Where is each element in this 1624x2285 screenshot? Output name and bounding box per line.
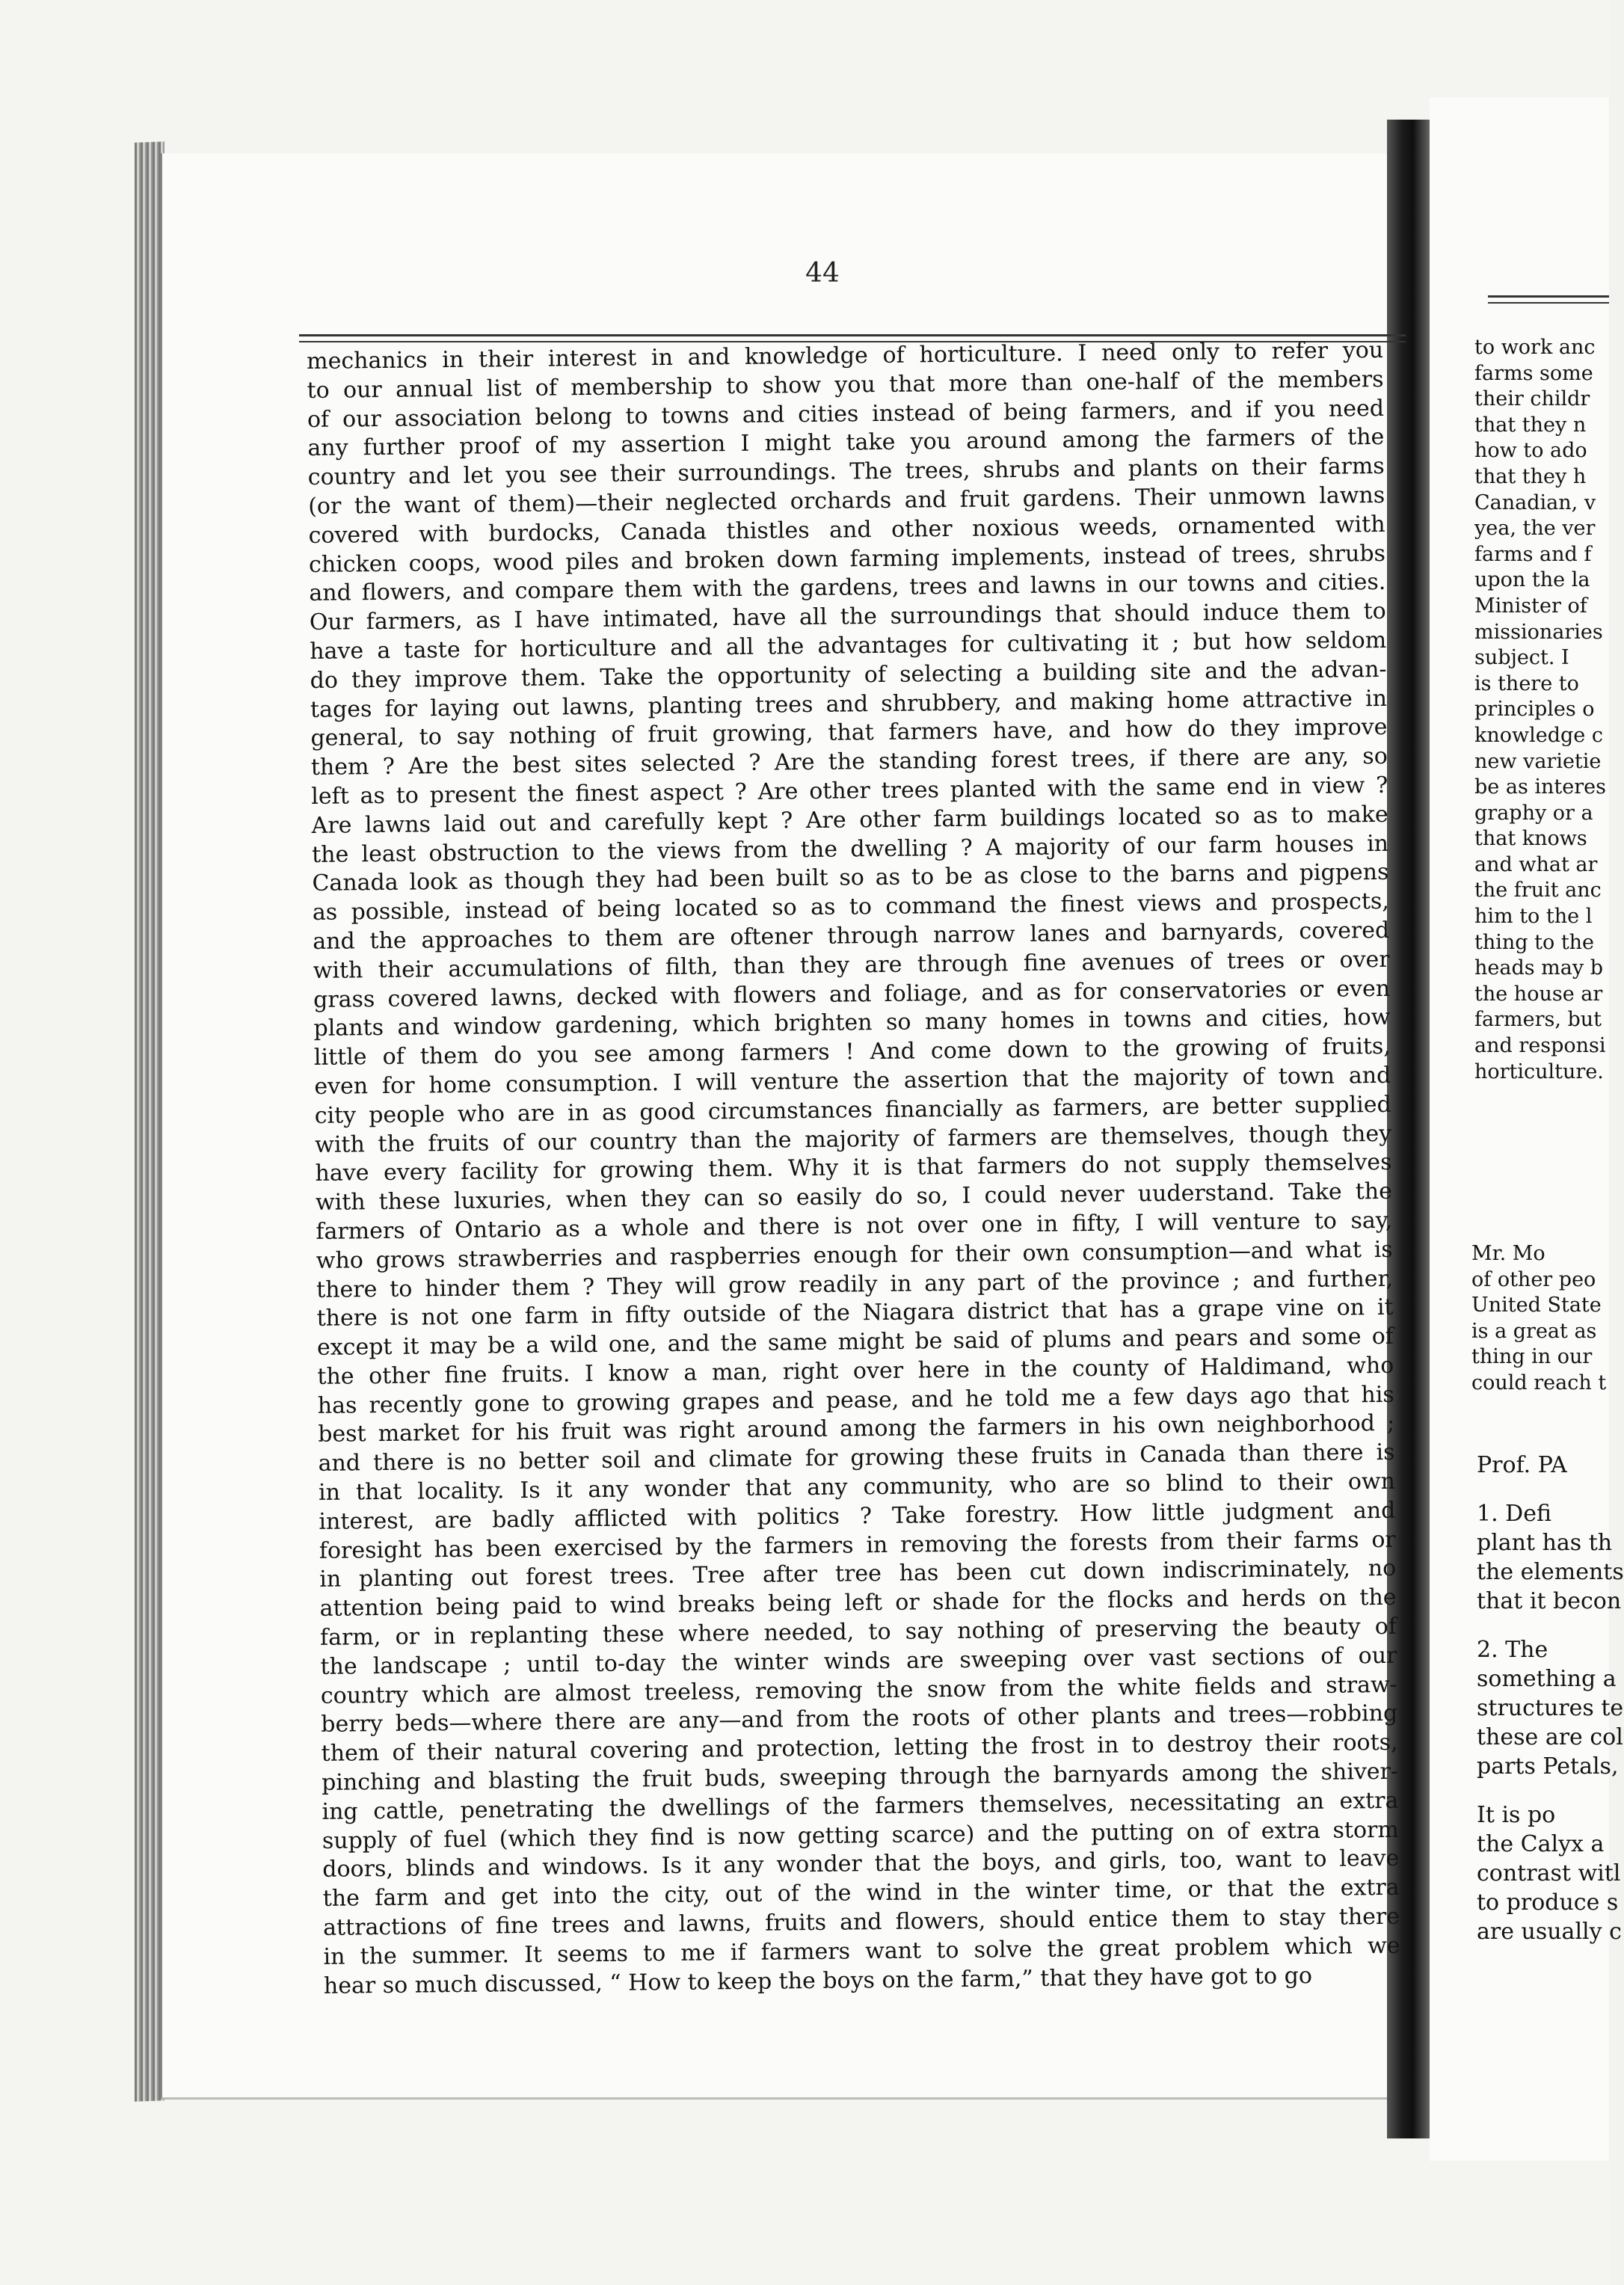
text-line: and what ar: [1474, 852, 1598, 876]
text-line: pinching and blasting the fruit buds, sweeping through the barnyards among the shiver-: [321, 1758, 1399, 1796]
paragraph-gap: [1477, 1616, 1611, 1635]
text-line: in planting out forest trees. Tree after tree has been cut down indiscriminately, no: [319, 1555, 1397, 1593]
text-line: with the fruits of our country than the majority of farmers are themselves, though they: [314, 1120, 1392, 1158]
text-line: (or the want of them)—their neglected orchards and fruit gardens. Their unmown lawns: [308, 482, 1385, 520]
text-line: any further proof of my assertion I might take you around among the farmers of the: [307, 424, 1385, 462]
text-line: thing in our: [1471, 1345, 1593, 1369]
text-line: farms and f: [1474, 542, 1592, 566]
text-line: has recently gone to growing grapes and pease, and he told me a few days ago that his: [317, 1381, 1394, 1419]
text-line: as possible, instead of being located so as to command the finest views and prospects,: [312, 888, 1390, 926]
text-line: do they improve them. Take the opportunity of selecting a building site and the advan-: [310, 656, 1387, 694]
text-line: plant has th: [1477, 1530, 1613, 1556]
text-line: upon the la: [1474, 568, 1590, 592]
text-line: graphy or a: [1474, 801, 1593, 825]
text-line: best market for his fruit was right around among the farmers in his own neighborhood ;: [318, 1410, 1395, 1448]
text-line: is there to: [1474, 671, 1579, 695]
text-line: are usually c: [1477, 1919, 1622, 1945]
text-line: the house ar: [1474, 982, 1603, 1006]
text-line: hear so much discussed, “ How to keep the boys on the farm,” that they have got to go: [323, 1962, 1313, 1999]
text-line: except it may be a wild one, and the same might be said of plums and pears and some of: [316, 1323, 1394, 1362]
text-line: there is not one farm in fifty outside of the Niagara district that has a grape vine on it: [316, 1294, 1394, 1332]
text-line: country and let you see their surroundings. The trees, shrubs and plants on their farms: [307, 453, 1385, 491]
text-line: farms some: [1474, 361, 1593, 385]
text-line: knowledge c: [1474, 723, 1603, 747]
text-line: and there is no better soil and climate for growing these fruits in Canada than there is: [318, 1439, 1395, 1477]
text-line: with their accumulations of filth, than they are through fine avenues of trees or over: [313, 946, 1390, 984]
text-line: of our association belong to towns and cities instead of being farmers, and if you need: [307, 395, 1385, 433]
text-line: grass covered lawns, decked with flowers and foliage, and as for conservatories or even: [313, 975, 1391, 1013]
right-page-text-bottom: [1477, 1451, 1624, 1946]
text-line: have a taste for horticulture and all the advantages for cultivating it ; but how seldom: [310, 627, 1387, 665]
text-line: horticulture.: [1474, 1060, 1604, 1083]
text-line: farm, or in replanting these where needed, to say nothing of preserving the beauty of: [319, 1613, 1397, 1651]
text-line: little of them do you see among farmers ! And come down to the growing of fruits,: [313, 1033, 1391, 1071]
text-line: missionaries: [1474, 620, 1603, 644]
text-line: to produce s: [1477, 1889, 1619, 1916]
text-line: tages for laying out lawns, planting trees and shrubbery, and making home attractive in: [310, 685, 1388, 723]
text-line: doors, blinds and windows. Is it any wonder that the boys, and girls, too, want to leave: [322, 1845, 1400, 1883]
text-line: Prof. PA: [1477, 1452, 1567, 1478]
text-line: thing to the: [1474, 930, 1595, 954]
text-line: principles o: [1474, 698, 1595, 722]
text-line: 1. Defi: [1477, 1501, 1551, 1527]
book-page-edges: [135, 141, 164, 2101]
text-line: parts Petals,: [1477, 1753, 1619, 1780]
text-line: even for home consumption. I will venture the assertion that the majority of town and: [314, 1062, 1391, 1100]
text-line: It is po: [1477, 1802, 1556, 1828]
text-line: their childr: [1474, 387, 1590, 411]
text-line: with these luxuries, when they can so easily do so, I could never uuderstand. Take the: [315, 1178, 1393, 1217]
page-number: 44: [805, 258, 840, 289]
text-line: attention being paid to wind breaks being left or shade for the flocks and herds on the: [319, 1584, 1397, 1623]
text-line: could reach t: [1471, 1371, 1607, 1394]
text-line: these are col: [1477, 1724, 1623, 1750]
text-line: in the summer. It seems to me if farmers want to solve the great problem which we: [323, 1932, 1400, 1970]
text-line: how to ado: [1474, 439, 1587, 463]
text-line: plants and window gardening, which brighten so many homes in towns and cities, how: [313, 1004, 1391, 1042]
text-line: the Calyx a: [1477, 1831, 1605, 1857]
text-line: and the approaches to them are oftener through narrow lanes and barnyards, covered: [313, 917, 1390, 955]
text-line: foresight has been exercised by the farmers in removing the forests from their farms or: [319, 1526, 1396, 1564]
text-line: of other peo: [1471, 1267, 1596, 1291]
text-line: that they h: [1474, 464, 1587, 488]
text-line: ing cattle, penetrating the dwellings of the farmers themselves, necessitating an extra: [322, 1787, 1399, 1825]
text-line: Canadian, v: [1474, 490, 1596, 514]
text-line: and flowers, and compare them with the gardens, trees and lawns in our towns and cities.: [309, 569, 1386, 607]
text-line: and responsi: [1474, 1034, 1606, 1058]
text-line: contrast witl: [1477, 1860, 1621, 1886]
text-line: something a: [1477, 1666, 1617, 1692]
text-line: who grows strawberries and raspberries enough for their own consumption—and what is: [316, 1236, 1393, 1274]
text-line: the farm and get into the city, out of the wind in the winter time, or that the extra: [322, 1875, 1400, 1913]
text-line: Minister of: [1474, 594, 1587, 618]
text-line: mechanics in their interest in and knowledge of horticulture. I need only to refer you: [307, 336, 1384, 375]
text-line: covered with burdocks, Canada thistles and other noxious weeds, ornamented with: [308, 511, 1385, 549]
text-line: the elements: [1477, 1559, 1624, 1585]
text-line: to our annual list of membership to show you that more than one-half of the members: [307, 366, 1384, 404]
right-header-rule: [1488, 295, 1609, 304]
text-line: 2. The: [1477, 1637, 1548, 1663]
text-line: there to hinder them ? They will grow readily in any part of the province ; and further,: [316, 1265, 1394, 1303]
text-line: country which are almost treeless, removing the snow from the white fields and straw-: [320, 1671, 1397, 1709]
text-line: them ? Are the best sites selected ? Are the standing forest trees, if there are any, so: [310, 743, 1388, 781]
paragraph-gap: [1477, 1781, 1611, 1800]
text-line: Canada look as though they had been built so as to be as close to the barns and pigpens: [312, 859, 1389, 897]
text-line: that they n: [1474, 413, 1587, 437]
left-page-body-text: [307, 336, 1400, 2001]
text-line: is a great as: [1471, 1319, 1597, 1343]
text-line: berry beds—where there are any—and from the roots of other plants and trees—robbing: [321, 1700, 1398, 1738]
paragraph-gap: [1477, 1480, 1611, 1499]
text-line: chicken coops, wood piles and broken down farming implements, instead of trees, shrubs: [308, 540, 1386, 578]
text-line: Our farmers, as I have intimated, have all the surroundings that should induce them to: [309, 598, 1386, 636]
text-line: Mr. Mo: [1471, 1242, 1545, 1265]
right-page-text-top: [1474, 335, 1617, 1085]
text-line: be as interes: [1474, 775, 1606, 799]
text-line: supply of fuel (which they find is now getting scarce) and the putting on of extra storm: [322, 1816, 1400, 1854]
text-line: subject. I: [1474, 646, 1569, 670]
text-line: new varietie: [1474, 749, 1602, 773]
text-line: farmers, but: [1474, 1008, 1602, 1032]
text-line: the least obstruction to the views from the dwelling ? A majority of our farm houses in: [311, 830, 1389, 868]
text-line: them of their natural covering and protection, letting the frost in to destroy their roots,: [321, 1729, 1398, 1768]
text-line: heads may b: [1474, 956, 1604, 980]
text-line: structures te: [1477, 1695, 1624, 1721]
text-line: yea, the ver: [1474, 517, 1596, 541]
text-line: the fruit anc: [1474, 879, 1602, 902]
text-line: the other fine fruits. I know a man, right over here in the county of Haldimand, who: [317, 1352, 1394, 1390]
text-line: have every facility for growing them. Why it is that farmers do not supply themselves: [315, 1149, 1392, 1187]
text-line: United State: [1471, 1294, 1602, 1317]
text-line: that knows: [1474, 827, 1587, 851]
text-line: him to the l: [1474, 905, 1593, 929]
text-line: the landscape ; until to-day the winter winds are sweeping over vast sections of our: [320, 1642, 1397, 1680]
text-line: general, to say nothing of fruit growing, that farmers have, and how do they improve: [310, 714, 1388, 752]
text-line: that it becon: [1477, 1588, 1622, 1614]
right-page-text-middle: [1471, 1241, 1614, 1397]
text-line: Are lawns laid out and carefully kept ? Are other farm buildings located so as to make: [311, 801, 1388, 839]
text-line: to work anc: [1474, 336, 1596, 359]
text-line: farmers of Ontario as a whole and there is not over one in fifty, I will venture to say,: [316, 1207, 1393, 1245]
text-line: city people who are in as good circumstances financially as farmers, are better supplied: [314, 1091, 1391, 1129]
text-line: attractions of fine trees and lawns, fruits and flowers, should entice them to stay there: [322, 1903, 1400, 1941]
text-line: in that locality. Is it any wonder that any community, who are so blind to their own: [318, 1468, 1396, 1506]
text-line: left as to present the finest aspect ? Are other trees planted with the same end in view ?: [311, 772, 1388, 810]
text-line: interest, are badly afflicted with politics ? Take forestry. How little judgment and: [319, 1497, 1396, 1535]
